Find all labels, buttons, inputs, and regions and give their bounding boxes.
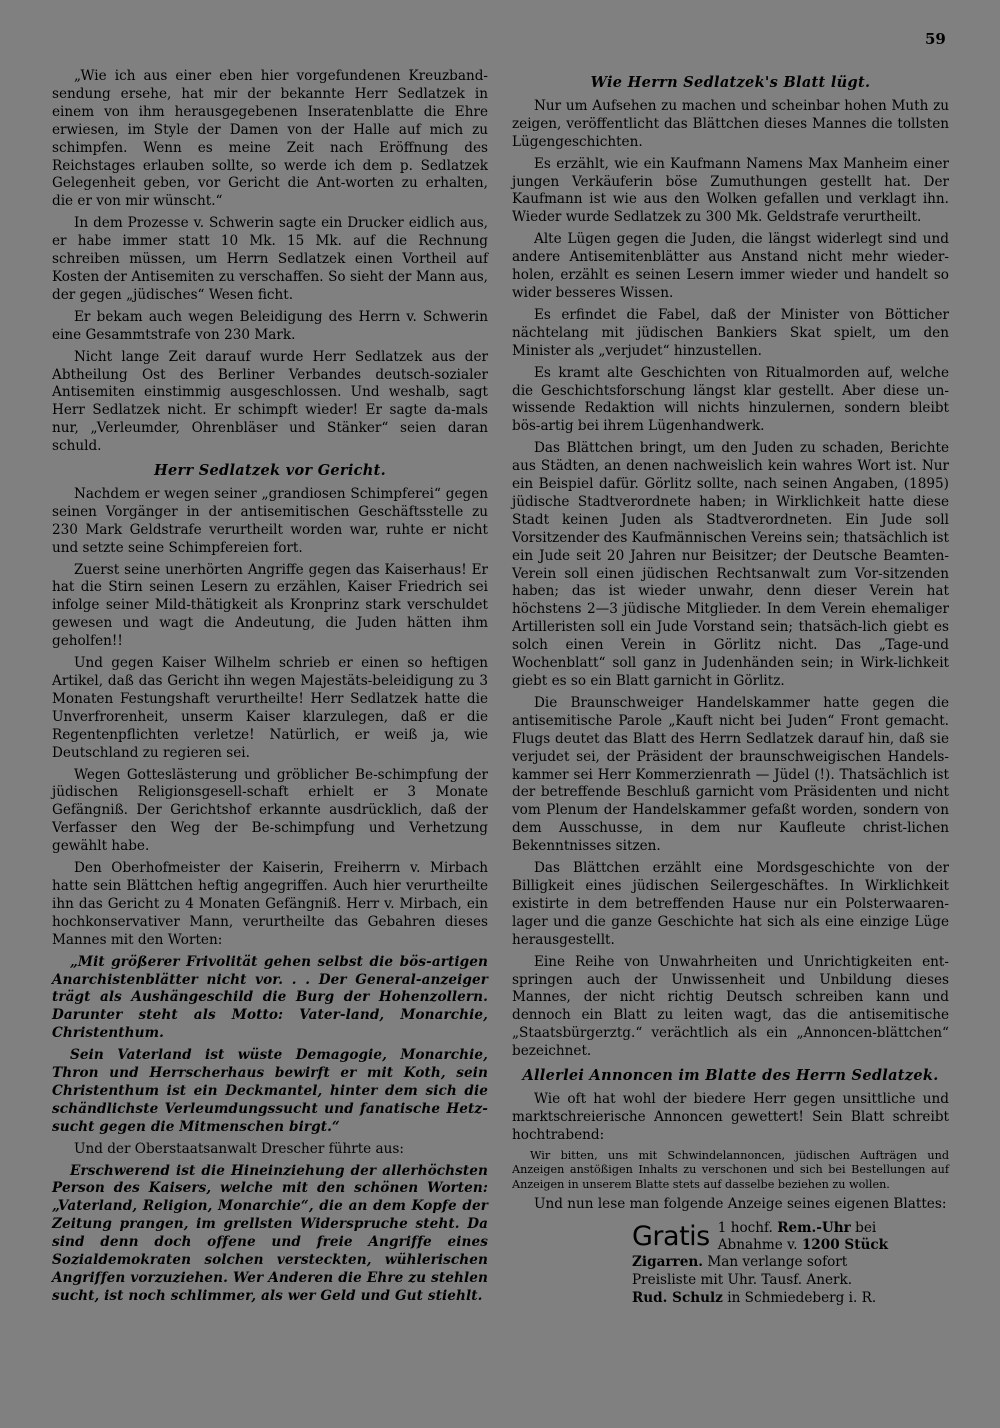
section-heading: Herr Sedlatzek vor Gericht. (153, 462, 386, 480)
ad-text: Man verlange sofort (707, 1254, 848, 1271)
paragraph: Und der Oberstaatsanwalt Drescher führte aus: (74, 1140, 404, 1157)
paragraph: Den Oberhofmeister der Kaiserin, Freiherrn v. Mirbach hatte sein Blättchen heftig angegriffen. Auch hier verurtheilte ihn das Gericht zu 4 Monaten Gefängniß. Herr v. Mirbach, ein hochkonservativer Mann, verurtheilte das Gebahren dieses Mannes mit den Worten: (52, 860, 488, 948)
ad-gratis-word: Gratis (632, 1221, 710, 1253)
paragraph: Es erfindet die Fabel, daß der Minister von Bötticher nächtelang mit jüdischen Bankiers Skat spielt, um den Minister als „verjudet“ hinzustellen. (512, 306, 949, 359)
paragraph: Zuerst seine unerhörten Angriffe gegen das Kaiserhaus! Er hat die Stirn seinen Lesern zu erzählen, Kaiser Friedrich sei infolge seiner Mild-thätigkeit als Kronprinz stark verschuldet gewesen und wagt die Andeutung, die Juden hätten ihm geholfen!! (52, 561, 488, 650)
left-column (52, 68, 488, 1310)
paragraph: „Wie ich aus einer eben hier vorgefundenen Kreuzband-sendung ersehe, hat mir der bekannte Herr Sedlatzek in einem von ihm herausgegebenen Inseratenblatte die Ehre erwiesen, im Style der Damen von der Halle auf mich zu schimpfen. Wenn es meine Zeit nach Eröffnung des Reichstages erlauben sollte, so werde ich dem p. Sedlatzek Gelegenheit geben, vor Gericht die Ant-worten zu erhalten, die er von mir wünscht.“ (52, 68, 488, 210)
quote: Sein Vaterland ist wüste Demagogie, Monarchie, Thron und Herrscherhaus bewirft er mit Koth, sein Christenthum ist ein Deckmantel, hinter dem sich die schändlichste Verleumdungssucht und fanatische Hetz-sucht gegen die Mitmenschen birgt.“ (52, 1047, 488, 1135)
paragraph: Und nun lese man folgende Anzeige seines eigenen Blattes: (534, 1196, 947, 1213)
ad-text: 1 hochf. (717, 1220, 773, 1237)
paragraph: Das Blättchen erzählt eine Mordsgeschichte von der Billigkeit eines jüdischen Seilergeschäftes. In Wirklichkeit existirte in dem betreffenden Hause nur ein Polsterwaaren-lager und die ganze Geschichte hat sich als eine einzige Lüge herausgestellt. (512, 860, 949, 948)
paragraph: Nicht lange Zeit darauf wurde Herr Sedlatzek aus der Abtheilung Ost des Berliner Verbandes deutsch-sozialer Antisemiten einstimmig ausgeschlossen. Und weshalb, sagt Herr Sedlatzek nicht. Er schimpft wieder! Er sagte da-mals nur, „Verleumder, Ohrenbläser und Stänker“ seien daran schuld. (52, 348, 488, 455)
advertisement (632, 1220, 949, 1308)
paragraph: Die Braunschweiger Handelskammer hatte gegen die antisemitische Parole „Kauft nicht bei Juden“ Front gemacht. Flugs deutet das Blatt des Herrn Sedlatzek darauf hin, daß sie verjudet sei, der Präsident der braunschweigischen Handels-kammer sei Herr Kommerzienrath — Jüdel (!). Thatsächlich ist der betreffende Beschluß garnicht vom Präsidenten und nicht vom Plenum der Handelskammer gefaßt worden, sondern von dem Ausschusse, in dem nur Kaufleute christ-lichen Bekenntnisses sitzen. (512, 694, 949, 855)
paragraph: Alte Lügen gegen die Juden, die längst widerlegt sind und andere Antisemitenblätter aus Anstand nicht mehr wieder-holen, erzählt es seinen Lesern immer wieder und handelt so wider besseres Wissen. (512, 231, 949, 301)
paragraph: Er bekam auch wegen Beleidigung des Herrn v. Schwerin eine Gesammtstrafe von 230 Mark. (52, 308, 488, 343)
paragraph: Eine Reihe von Unwahrheiten und Unrichtigkeiten ent-springen auch der Unwissenheit und Unbildung dieses Mannes, der nicht richtig Deutsch schreiben kann und dennoch ein Blatt zu leiten wagt, das die antisemitische „Staatsbürgerztg.“ verächtlich als ein „Annoncen-blättchen“ bezeichnet. (512, 953, 949, 1060)
quoted-notice: Wir bitten, uns mit Schwindelannoncen, jüdischen Aufträgen und Anzeigen anstößigen Inhalts zu verschonen und sich bei Bestellungen auf Anzeigen in unserem Blatte stets auf dasselbe beziehen zu wollen. (512, 1148, 949, 1191)
paragraph: Und gegen Kaiser Wilhelm schrieb er einen so heftigen Artikel, daß das Gericht ihn wegen Majestäts-beleidigung zu 3 Monaten Festungshaft verurtheilte! Herr Sedlatzek hatte die Unverfrorenheit, unserm Kaiser klarzulegen, daß er die Regentenpflichten verletze! Natürlich, er weiß ja, wie Deutschland zu regieren sei. (52, 655, 488, 761)
page-number: 59 (925, 30, 946, 48)
ad-text: bei (855, 1220, 877, 1237)
right-column (512, 68, 949, 1308)
paragraph: In dem Prozesse v. Schwerin sagte ein Drucker eidlich aus, er habe immer statt 10 Mk. 15 Mk. auf die Rechnung schreiben müssen, um Herrn Sedlatzek einen Vortheil auf Kosten der Antisemiten zu verschaffen. So sieht der Mann aus, der gegen „jüdisches“ Wesen ficht. (52, 215, 488, 303)
ad-text: Rud. Schulz (632, 1290, 723, 1307)
paragraph: Wegen Gotteslästerung und gröblicher Be-schimpfung der jüdischen Religionsgesell-schaft erhielt er 3 Monate Gefängniß. Der Gerichtshof erkannte ausdrücklich, daß der Verfasser den Weg der Be-schimpfung und Verhetzung gewählt habe. (52, 766, 488, 855)
ad-text: Zigarren. (632, 1254, 703, 1271)
paragraph: Nur um Aufsehen zu machen und scheinbar hohen Muth zu zeigen, veröffentlicht das Blättchen dieses Mannes die tollsten Lügengeschichten. (512, 97, 949, 150)
ad-text: in Schmiedeberg i. R. (727, 1290, 877, 1307)
paragraph: Das Blättchen bringt, um den Juden zu schaden, Berichte aus Städten, an denen nachweislich kein wahres Wort ist. Nur ein Beispiel dafür. Görlitz sollte, nach seinen Angaben, (1895) jüdische Stadtverordnete haben; in Wirklichkeit hatte diese Stadt keinen Juden als Stadtverordneten. Ein Jude soll Vorsitzender des Kaufmännischen Vereins sein; thatsächlich ist ein Jude seit 20 Jahren nur Beisitzer; der Deutsche Beamten-Verein soll einen jüdischen Rechtsanwalt zum Vor-sitzenden haben; das ist wieder unwahr, denn dieser Verein hat höchstens 2—3 jüdische Mitglieder. In dem Verein ehemaliger Artilleristen soll ein Jude Vorstand sein; thatsäch-lich giebt es solch einen Verein in Görlitz nicht. Das „Tage-und Wochenblatt“ soll ganz in Judenhänden sein; in Wirk-lichkeit giebt es so ein Blatt garnicht in Görlitz. (512, 440, 949, 689)
section-heading: Wie Herrn Sedlatzek's Blatt lügt. (590, 74, 871, 91)
ad-text: 1200 Stück (801, 1237, 889, 1254)
quote: Erschwerend ist die Hineinziehung der allerhöchsten Person des Kaisers, welche mit den schönen Worten: „Vaterland, Religion, Monarchie“, die an dem Kopfe der Zeitung prangen, im grellsten Widerspruche steht. Da sind denn doch offene und freie Angriffe eines Sozialdemokraten solchen versteckten, wühlerischen Angriffen vorzuziehen. Wer Anderen die Ehre zu stehlen sucht, ist noch schlimmer, als wer Geld und Gut stiehlt. (52, 1162, 488, 1304)
paragraph: Es erzählt, wie ein Kaufmann Namens Max Manheim einer jungen Verkäuferin böse Zumuthungen gestellt hat. Der Kaufmann ist wie aus den Wolken gefallen und verklagt ihn. Wieder wurde Sedlatzek zu 300 Mk. Geldstrafe verurtheilt. (512, 155, 949, 226)
quote: „Mit größerer Frivolität gehen selbst die bös-artigen Anarchistenblätter nicht vor. . . Der General-anzeiger trägt als Aushängeschild die Burg der Hohenzollern. Darunter steht als Motto: Vater-land, Monarchie, Christenthum. (52, 953, 488, 1042)
paragraph: Wie oft hat wohl der biedere Herr gegen unsittliche und marktschreierische Annoncen gewettert! Sein Blatt schreibt hochtrabend: (512, 1090, 949, 1143)
ad-text: Abnahme v. (717, 1237, 798, 1254)
ad-text: Rem.-Uhr (777, 1220, 851, 1237)
paragraph: Es kramt alte Geschichten von Ritualmorden auf, welche die Geschichtsforschung längst klar gestellt. Aber diese un-wissende Redaktion will nichts hinzulernen, sondern bleibt bös-artig bei ihrem Lügenhandwerk. (512, 364, 949, 435)
ad-text: Preisliste mit Uhr. Tausf. Anerk. (632, 1272, 853, 1289)
section-heading: Allerlei Annoncen im Blatte des Herrn Sedlatzek. (522, 1067, 939, 1085)
paragraph: Nachdem er wegen seiner „grandiosen Schimpferei“ gegen seinen Vorgänger in der antisemitischen Geschäftsstelle zu 230 Mark Geldstrafe verurtheilt worden war, ruhte er nicht und setzte seine Schimpfereien fort. (52, 485, 488, 556)
